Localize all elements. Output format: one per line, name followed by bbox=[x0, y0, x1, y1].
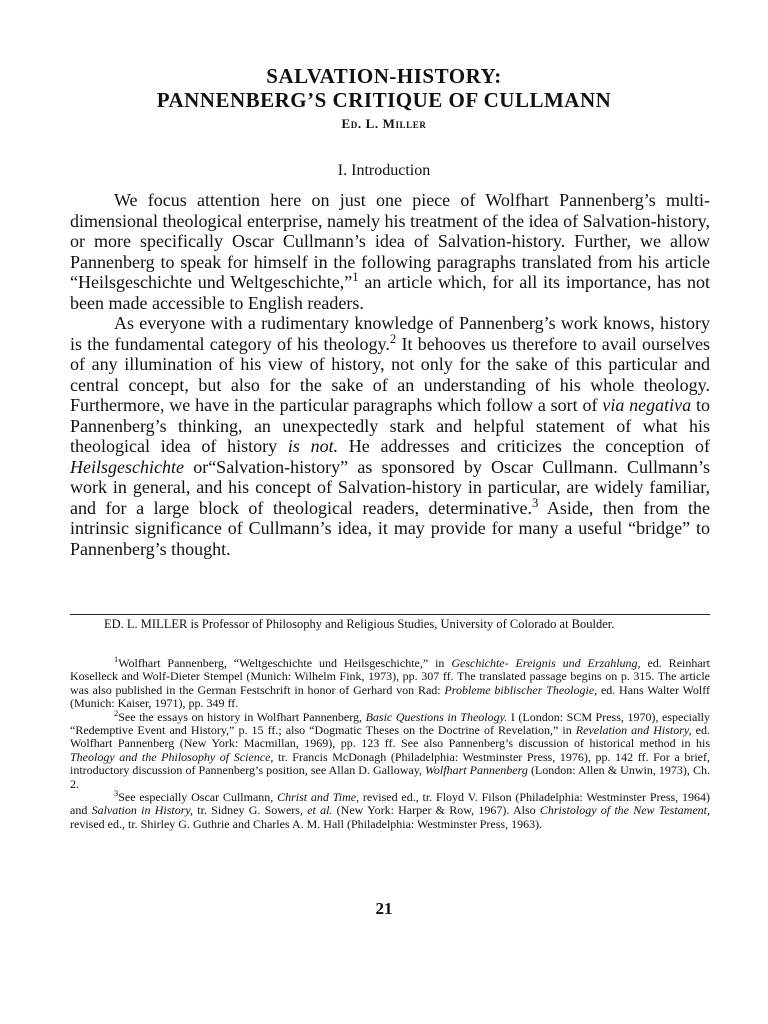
footnote-1: $^1$Wolfhart Pannenberg, “Weltgeschichte und Heilsgeschichte,” in Geschichte- Ereignis und Erzahlung, ed. Reinhart Koselleck and Wolf-Dieter Stempel (Munich: Wilhelm Fink, 1973), pp. 307 ff. The translated passage begins on p. 315. The article was also published in the German Festschrift in honor of Gerhard von Rad: Probleme biblischer Theologie, ed. Hans Walter Wolff (Munich: Kaiser, 1971), pp. 349 ff. bbox=[70, 655, 711, 711]
author-bio-note: ED. L. MILLER is Professor of Philosophy and Religious Studies, University of Colorado at Boulder. bbox=[104, 617, 615, 631]
footnote-divider bbox=[70, 614, 710, 615]
footnotes bbox=[70, 657, 710, 831]
author-byline: Ed. L. Miller bbox=[341, 116, 427, 131]
page-number: 21 bbox=[375, 899, 393, 918]
footnote-ref-1: 1 bbox=[352, 270, 359, 284]
italic-phrase: is not. bbox=[287, 436, 339, 456]
main-text bbox=[70, 190, 710, 559]
footnote-ref-3: 3 bbox=[531, 495, 539, 510]
title-line-1: SALVATION-HISTORY: bbox=[266, 64, 502, 88]
section-heading: I. Introduction bbox=[337, 162, 431, 179]
italic-phrase: via negativa bbox=[602, 395, 692, 415]
footnote-3: $^3$See especially Oscar Cullmann, Christ and Time, revised ed., tr. Floyd V. Filson (Philadelphia: Westminster Press, 1964) and Salvation in History, tr. Sidney G. Sowers, et al. (New York: Harper & Row, 1967). Also Christology of the New Testament, revised ed., tr. Shirley G. Guthrie and Charles A. M. Hall (Philadelphia: Westminster Press, 1963). bbox=[70, 789, 711, 831]
footnote-2: $^2$See the essays on history in Wolfhart Pannenberg, Basic Questions in Theology. I (London: SCM Press, 1970), especially “Redemptive Event and History,” p. 15 ff.; also “Dogmatic Theses on the Doctrine of Revelation,” in Revelation and History, ed. Wolfhart Pannenberg (New York: Macmillan, 1969), pp. 123 ff. See also Pannenberg’s discussion of historical method in his Theology and the Philosophy of Science, tr. Francis McDonagh (Philadelphia: Westminster Press, 1976), pp. 142 ff. For a brief, introductory discussion of Pannenberg’s position, see Allan D. Galloway, Wolfhart Pannenberg (London: Allen & Unwin, 1973), Ch. 2. bbox=[70, 708, 711, 791]
paragraph-2: As everyone with a rudimentary knowledge of Pannenberg’s work knows, history is the fundamental category of his theology.$^2$ It behooves us therefore to avail ourselves of any illumination of his view of history, not only for the sake of this particular and central concept, but also for the sake of an understanding of his whole theology. Furthermore, we have in the particular paragraphs which follow a sort of via negativa to Pannenberg’s thinking, an unexpectedly stark and helpful statement of what his theological idea of history is not. He addresses and criticizes the conception of Heilsgeschichte or“Salvation-history” as sponsored by Oscar Cullmann. Cullmann’s work in general, and his concept of Salvation-history in particular, are widely familiar, and for a large block of theological readers, determinative.$^3$ Aside, then from the intrinsic significance of Cullmann’s idea, it may provide for many a useful “bridge” to Pannenberg’s thought. bbox=[70, 313, 710, 559]
footnote-ref-2: 2 bbox=[389, 331, 397, 346]
paragraph-1: We focus attention here on just one piece of Wolfhart Pannenberg’s multi-dimensional theological enterprise, namely his treatment of the idea of Salvation-history, or more specifically Oscar Cullmann’s idea of Salvation-history. Further, we allow Pannenberg to speak for himself in the following paragraphs translated from his article “Heilsgeschichte und Weltgeschichte,”$^1$ an article which, for all its importance, has not been made accessible to English readers. bbox=[70, 190, 711, 313]
title-line-2: PANNENBERG’S CRITIQUE OF CULLMANN bbox=[156, 88, 612, 112]
italic-phrase: Heilsgeschichte bbox=[70, 456, 184, 477]
